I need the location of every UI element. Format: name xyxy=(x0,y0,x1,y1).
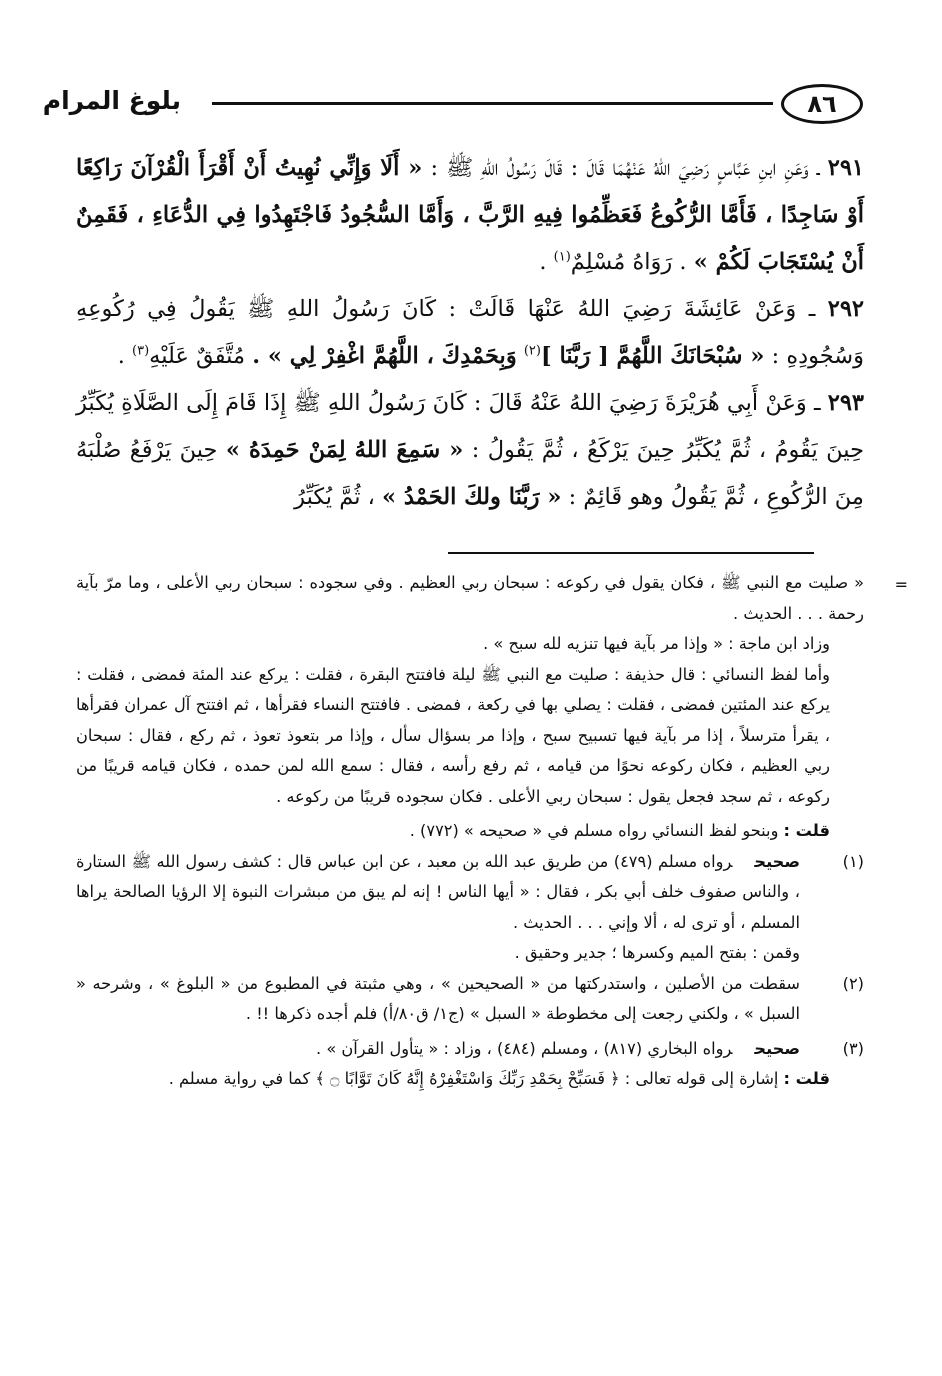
footnote-number: (١) xyxy=(842,851,864,871)
hadith-text-cont: ، ثُمَّ يُكَبِّرُ xyxy=(294,484,375,510)
footnote-ref: (١) xyxy=(553,249,571,265)
footnote-number: (٢) xyxy=(842,973,864,993)
footnote-grade: صحيح xyxy=(754,851,800,871)
note-paragraph xyxy=(76,816,864,847)
hadith-intro: وَعَنْ عَائِشَةَ رَضِيَ اللهُ عَنْهَا قَالَتْ : كَانَ رَسُولُ اللهِ ﷺ يَقُولُ فِي رُكُوعِهِ وَسُجُودِهِ : xyxy=(76,296,864,369)
hadith-source: . رَوَاهُ مُسْلِمٌ xyxy=(570,249,687,275)
hadith-291: ٢٩١ ـ وَعَنِ ابنِ عَبَّاسٍ رَضِيَ اللهُ عَنْهُمَا قَالَ : قَالَ رَسُولُ اللهِ ﷺ : « أَلَا وَإِنِّي نُهِيتُ أَنْ أَقْرَأَ الْقُرْآنَ رَاكِعًا أَوْ سَاجِدًا ، فَأَمَّا الرُّكُوعُ فَعَظِّمُوا فِيهِ الرَّبَّ ، وَأَمَّا السُّجُودُ فَاجْتَهِدُوا فِي الدُّعَاءِ ، فَقَمِنٌ أَنْ يُسْتَجَابَ لَكُمْ » . رَوَاهُ مُسْلِمٌ$^{(١)}$ . xyxy=(76,155,864,275)
footnote-body: رواه مسلم (٤٧٩) من طريق عبد الله بن معبد ، عن ابن عباس قال : كشف رسول الله ﷺ الستارة ، والناس صفوف خلف أبي بكر ، فقال : « أيها الناس ! إنه لم يبق من مبشرات النبوة إلا الرؤيا الصالحة يراها المسلم ، أو ترى له ، ألا وإني . . . الحديث . xyxy=(76,851,800,932)
hadith-quote: « أَلَا وَإِنِّي نُهِيتُ أَنْ أَقْرَأَ الْقُرْآنَ رَاكِعًا أَوْ سَاجِدًا ، فَأَمَّا الرُّكُوعُ فَعَظِّمُوا فِيهِ الرَّبَّ ، وَأَمَّا السُّجُودُ فَاجْتَهِدُوا فِي الدُّعَاءِ ، فَقَمِنٌ أَنْ يُسْتَجَابَ لَكُمْ » xyxy=(76,155,864,275)
continuation-mark: = xyxy=(894,575,908,594)
hadith-source: مُتَّفَقٌ عَلَيْهِ xyxy=(149,343,246,369)
hadith-quote: « سُبْحَانَكَ اللَّهُمَّ [ رَبَّنَا ] xyxy=(540,343,765,369)
page-header xyxy=(42,84,863,134)
note-paragraph: وأما لفظ النسائي : قال حذيفة : صليت مع النبي ﷺ ليلة فافتتح البقرة ، فقلت : يركع عند المئة فمضى ، فقلت : يركع عند المئتين فمضى ، فقلت : يصلي بها في ركعة ، فمضى . فافتتح النساء فقرأها ، ثم افتتح آل عمران فقرأها ، يقرأ مترسلاً ، إذا مر بآية فيها تسبيح سبح ، وإذا مر بسؤال سأل ، وإذا مر بتعوذ تعوذ ، ثم ركع ، فقال : سبحان ربي العظيم ، فكان ركوعه نحوًا من قيامه ، ثم رفع رأسه ، فقال : سمع الله لمن حمده ، فكان قيامه قريبًا من ركوعه ، ثم سجد فجعل يقول : سبحان ربي الأعلى . فكان سجوده قريبًا من ركوعه . xyxy=(76,664,830,806)
footnote-separator xyxy=(448,552,814,554)
hadith-end: . xyxy=(539,249,547,275)
hadith-quote-cont: وَبِحَمْدِكَ ، اللَّهُمَّ اغْفِرْ لِي » . xyxy=(252,343,517,369)
hadith-quote: « سَمِعَ اللهُ لِمَنْ حَمِدَهُ » xyxy=(225,437,464,463)
header-rule xyxy=(212,102,773,105)
note-paragraph: وزاد ابن ماجة : « وإذا مر بآية فيها تنزيه لله سبح » . xyxy=(483,634,830,653)
footnote-2 xyxy=(76,969,864,1030)
note-paragraph: « صليت مع النبي ﷺ ، فكان يقول في ركوعه : سبحان ربي العظيم . وفي سجوده : سبحان ربي الأعلى ، وما مرّ بآية رحمة . . . الحديث . xyxy=(76,573,864,623)
footnote-text: وقمن : بفتح الميم وكسرها ؛ جدير وحقيق . xyxy=(514,943,800,962)
hadith-number: ٢٩١ xyxy=(827,155,864,181)
note-text: وبنحو لفظ النسائي رواه مسلم في « صحيحه » (٧٧٢) . xyxy=(409,821,779,840)
footnote-grade: صحيح xyxy=(754,1038,800,1058)
hadith-number: ٢٩٢ xyxy=(827,296,865,322)
hadith-293: ٢٩٣ ـ وَعَنْ أَبِي هُرَيْرَةَ رَضِيَ اللهُ عَنْهُ قَالَ : كَانَ رَسُولُ اللهِ ﷺ إِذَا قَامَ إِلَى الصَّلَاةِ يُكَبِّرُ حِينَ يَقُومُ ، ثُمَّ يُكَبِّرُ حِينَ يَرْكَعُ ، ثُمَّ يَقُولُ : « سَمِعَ اللهُ لِمَنْ حَمِدَهُ » حِينَ يَرْفَعُ صُلْبَهُ مِنَ الرُّكُوعِ ، ثُمَّ يَقُولُ وهو قَائِمٌ : « رَبَّنَا ولكَ الحَمْدُ » ، ثُمَّ يُكَبِّرُ xyxy=(76,390,864,510)
page-number: ٨٦ xyxy=(781,84,863,124)
footnote-text xyxy=(76,847,800,939)
footnotes xyxy=(76,568,908,1095)
hadith-text xyxy=(76,145,864,521)
note-label: قلت : xyxy=(783,1069,830,1088)
note-paragraph xyxy=(76,1064,864,1095)
footnote-1 xyxy=(76,847,864,969)
book-title: بلوغ المرام xyxy=(42,86,181,115)
hadith-intro: وَعَنِ ابنِ عَبَّاسٍ رَضِيَ اللهُ عَنْهُمَا قَالَ : قَالَ رَسُولُ اللهِ ﷺ : xyxy=(430,155,809,181)
note-label: قلت : xyxy=(783,821,830,840)
hadith-number: ٢٩٣ xyxy=(827,390,864,416)
hadith-end: . xyxy=(117,343,125,369)
hadith-quote: « رَبَّنَا ولكَ الحَمْدُ » xyxy=(382,484,562,510)
footnote-3 xyxy=(76,1034,864,1065)
footnote-text xyxy=(76,1034,800,1065)
footnote-body: رواه البخاري (٨١٧) ، ومسلم (٤٨٤) ، وزاد : « يتأول القرآن » . xyxy=(316,1038,733,1058)
footnote-ref: (٣) xyxy=(132,343,150,359)
note-text: إشارة إلى قوله تعالى : ﴿ فَسَبِّحْ بِحَمْدِ رَبِّكَ وَاسْتَغْفِرْهُ إِنَّهُ كَانَ تَوَّابًا ۝ ﴾ كما في رواية مسلم . xyxy=(168,1069,779,1088)
hadith-text-cont: حِينَ يَرْفَعُ صُلْبَهُ مِنَ الرُّكُوعِ ، ثُمَّ يَقُولُ وهو قَائِمٌ : xyxy=(76,437,864,510)
footnote-ref: (٢) xyxy=(523,343,541,359)
hadith-intro: وَعَنْ أَبِي هُرَيْرَةَ رَضِيَ اللهُ عَنْهُ قَالَ : كَانَ رَسُولُ اللهِ ﷺ إِذَا قَامَ إِلَى الصَّلَاةِ يُكَبِّرُ حِينَ يَقُومُ ، ثُمَّ يُكَبِّرُ حِينَ يَرْكَعُ ، ثُمَّ يَقُولُ : xyxy=(76,390,864,463)
hadith-292: ٢٩٢ ـ وَعَنْ عَائِشَةَ رَضِيَ اللهُ عَنْهَا قَالَتْ : كَانَ رَسُولُ اللهِ ﷺ يَقُولُ فِي رُكُوعِهِ وَسُجُودِهِ : « سُبْحَانَكَ اللَّهُمَّ [ رَبَّنَا ]$^{(٢)}$ وَبِحَمْدِكَ ، اللَّهُمَّ اغْفِرْ لِي » . مُتَّفَقٌ عَلَيْهِ$^{(٣)}$ . xyxy=(76,296,865,369)
footnote-number: (٣) xyxy=(842,1038,864,1058)
footnote-text: سقطت من الأصلين ، واستدركتها من « الصحيحين » ، وهي مثبتة في المطبوع من « البلوغ » ، وشرحه « السبل » ، ولكني رجعت إلى مخطوطة « السبل » (ج١/ ق٨٠/أ) فلم أجده ذكرها !! . xyxy=(76,973,800,1023)
